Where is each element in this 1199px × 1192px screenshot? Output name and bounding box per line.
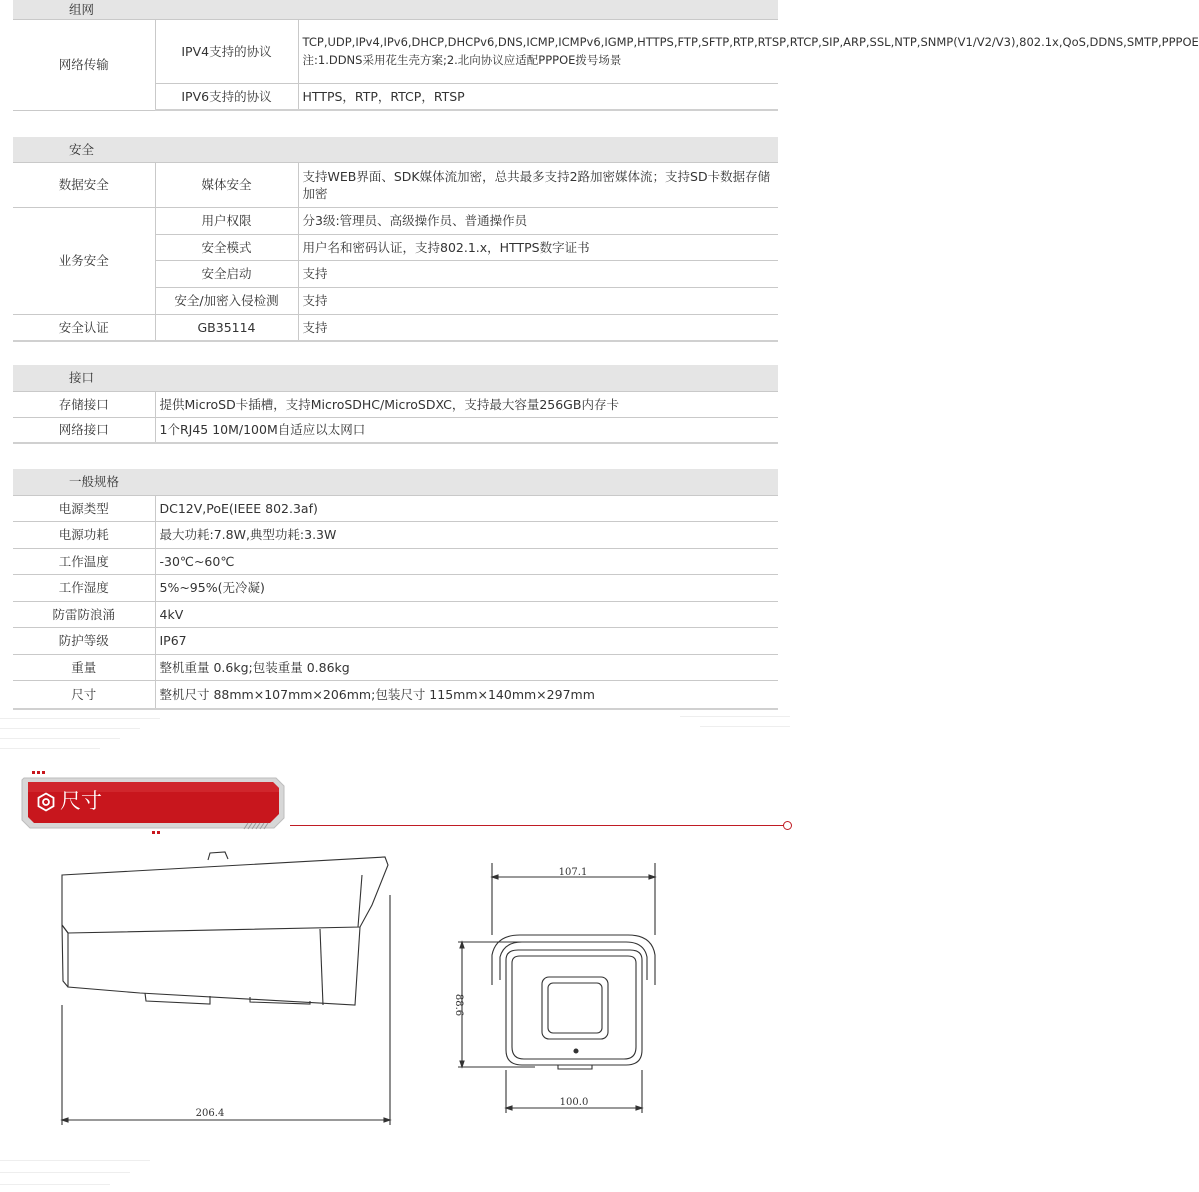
bg-line xyxy=(0,718,160,719)
security-mode-label: 安全模式 xyxy=(155,234,298,260)
protection-level-value: IP67 xyxy=(155,628,778,655)
dimensions-title: 尺寸 xyxy=(60,789,102,813)
bg-line xyxy=(0,728,140,729)
intrusion-detection-label: 安全/加密入侵检测 xyxy=(155,287,298,314)
bg-line xyxy=(0,1172,130,1173)
section-header-general: 一般规格 xyxy=(13,469,778,495)
data-security-label: 数据安全 xyxy=(13,162,155,207)
user-permission-value: 分3级:管理员、高级操作员、普通操作员 xyxy=(298,207,778,234)
power-type-value: DC12V,PoE(IEEE 802.3af) xyxy=(155,495,778,522)
front-view-drawing xyxy=(440,855,680,1120)
side-view-drawing xyxy=(40,845,410,1130)
operating-humidity-label: 工作湿度 xyxy=(13,575,155,602)
surge-protection-label: 防雷防浪涌 xyxy=(13,601,155,628)
bg-line xyxy=(680,716,790,717)
network-transport-label: 网络传输 xyxy=(13,19,155,110)
operating-temp-label: 工作温度 xyxy=(13,548,155,575)
protection-level-label: 防护等级 xyxy=(13,628,155,655)
network-interface-label: 网络接口 xyxy=(13,417,155,443)
security-cert-standard: GB35114 xyxy=(155,314,298,341)
section-header-network: 组网 xyxy=(13,0,778,19)
front-width-bottom-label: 100.0 xyxy=(559,1097,589,1108)
power-consumption-label: 电源功耗 xyxy=(13,522,155,549)
title-line-end-dot xyxy=(783,821,792,830)
size-label: 尺寸 xyxy=(13,681,155,709)
security-cert-value: 支持 xyxy=(298,314,778,341)
bg-line xyxy=(700,726,790,727)
security-mode-value: 用户名和密码认证，支持802.1.x，HTTPS数字证书 xyxy=(298,234,778,260)
bg-line xyxy=(0,748,100,749)
secure-boot-value: 支持 xyxy=(298,260,778,287)
ipv6-protocols-value: HTTPS，RTP，RTCP，RTSP xyxy=(298,83,778,110)
network-spec-table xyxy=(13,0,1199,111)
dimensions-banner xyxy=(18,768,778,838)
hexagon-eye-icon xyxy=(36,792,56,812)
media-security-value: 支持WEB界面、SDK媒体流加密，总共最多支持2路加密媒体流；支持SD卡数据存储加密 xyxy=(298,162,778,207)
bg-line xyxy=(0,1184,110,1185)
user-permission-label: 用户权限 xyxy=(155,207,298,234)
intrusion-detection-value: 支持 xyxy=(298,287,778,314)
operating-humidity-value: 5%~95%(无冷凝) xyxy=(155,575,778,602)
front-height-label: 88.6 xyxy=(453,993,464,1017)
size-value: 整机尺寸 88mm×107mm×206mm;包装尺寸 115mm×140mm×297mm xyxy=(155,681,778,709)
bg-line xyxy=(0,738,120,739)
general-spec-table xyxy=(13,469,778,710)
interface-spec-table xyxy=(13,365,778,444)
power-consumption-value: 最大功耗:7.8W,典型功耗:3.3W xyxy=(155,522,778,549)
storage-interface-label: 存储接口 xyxy=(13,391,155,417)
weight-label: 重量 xyxy=(13,654,155,681)
ipv4-protocols-label: IPV4支持的协议 xyxy=(155,19,298,83)
bg-line xyxy=(0,1160,150,1161)
weight-value: 整机重量 0.6kg;包装重量 0.86kg xyxy=(155,654,778,681)
side-length-label: 206.4 xyxy=(195,1108,225,1119)
operating-temp-value: -30℃~60℃ xyxy=(155,548,778,575)
power-type-label: 电源类型 xyxy=(13,495,155,522)
ipv4-protocols-value: TCP,UDP,IPv4,IPv6,DHCP,DHCPv6,DNS,ICMP,ICMPv6,IGMP,HTTPS,FTP,SFTP,RTP,RTSP,RTCP,SIP,ARP,SSL,NTP,SNMP(V1/V2/V3),802.1x,QoS,DDNS,SMTP,PPPOE 注:1.DDNS采用花生壳方案;2.北向协议应适配PPPOE拨号场景 xyxy=(298,19,778,83)
secure-boot-label: 安全启动 xyxy=(155,260,298,287)
security-cert-label: 安全认证 xyxy=(13,314,155,341)
storage-interface-value: 提供MicroSD卡插槽，支持MicroSDHC/MicroSDXC，支持最大容量256GB内存卡 xyxy=(155,391,778,417)
ipv6-protocols-label: IPV6支持的协议 xyxy=(155,83,298,110)
surge-protection-value: 4kV xyxy=(155,601,778,628)
section-header-interface: 接口 xyxy=(13,365,778,391)
security-spec-table xyxy=(13,137,778,342)
media-security-label: 媒体安全 xyxy=(155,162,298,207)
title-underline xyxy=(290,825,787,826)
business-security-label: 业务安全 xyxy=(13,207,155,314)
network-interface-value: 1个RJ45 10M/100M自适应以太网口 xyxy=(155,417,778,443)
section-header-security: 安全 xyxy=(13,137,778,162)
front-width-top-label: 107.1 xyxy=(558,867,588,878)
